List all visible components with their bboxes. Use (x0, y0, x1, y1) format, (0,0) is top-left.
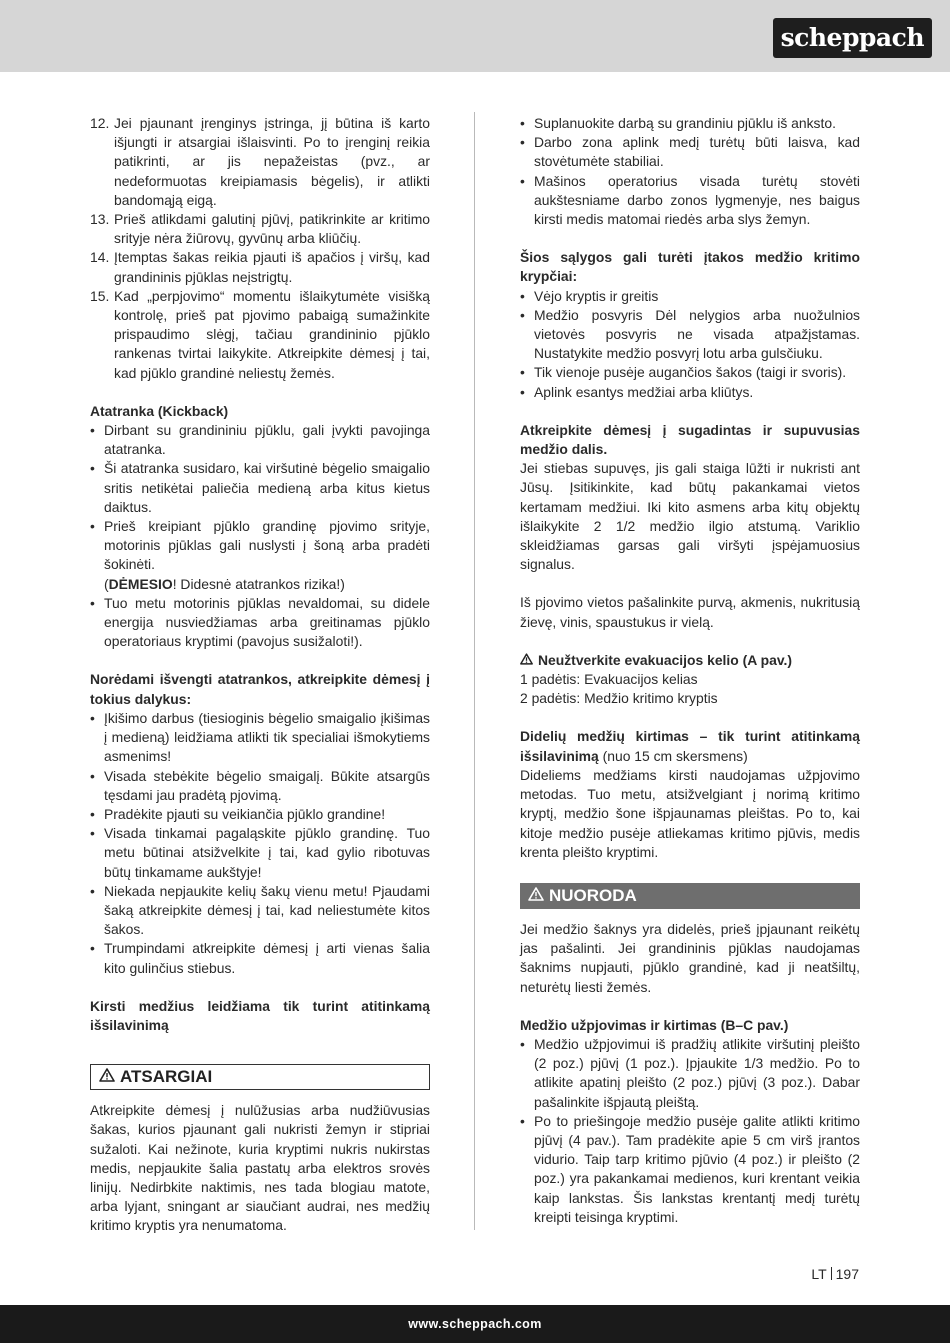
caution-box (90, 1064, 430, 1090)
note-title: NUORODA (549, 885, 637, 905)
section-heading: Norėdami išvengti atatrankos, atkreipkite dėmesį į tokius dalykus: (90, 671, 430, 707)
list-item: 14. Įtemptas šakas reikia pjauti iš apačios į viršų, kad grandininis pjūklas neįstrigtų. (90, 249, 430, 285)
list-item: 13. Prieš atlikdami galutinį pjūvį, patikrinkite ar kritimo srityje nėra žiūrovų, gyvūnų arba kliūčių. (90, 211, 430, 247)
section-heading: Neužtverkite evakuacijos kelio (A pav.) (520, 651, 860, 670)
bullet-list (520, 287, 860, 402)
list-item: • Medžio užpjovimui iš pradžių atlikite viršutinį pleišto (2 poz.) pjūvį (1 poz.). Įpjaukite 1/3 medžio. Po to atlikite apatinį pleišto (2 poz.) pjūvį (3 poz.). Dabar pašalinkite išpjautą pleištą. (520, 1035, 860, 1112)
list-item: • Įkišimo darbus (tiesioginis bėgelio smaigalio įkišimas į medieną) leidžiama atlikti tik specialiai išmokytiems asmenims! (90, 709, 430, 767)
column-divider (474, 112, 475, 1230)
list-item: • Tik vienoje pusėje augančios šakos (taigi ir svoris). (520, 363, 860, 382)
right-column (520, 114, 860, 1227)
page-number: LT 197 (811, 1266, 859, 1282)
brand-logo: scheppach (773, 18, 932, 58)
list-item: • Niekada nepjaukite kelių šakų vienu metu! Pjaudami šaką atkreipkite dėmesį į tai, kad neliestumėte kitos šakos. (90, 882, 430, 940)
section-heading: Atkreipkite dėmesį į sugadintas ir supuvusias medžio dalis. (520, 421, 860, 458)
list-item: • Visada tinkamai pagaląskite pjūklo grandinę. Tuo metu būtinai atsižvelkite į tai, kad gylio ribotuvas būtų tinkamame aukštyje! (90, 824, 430, 882)
paragraph: Dideliems medžiams kirsti naudojamas užpjovimo metodas. Tuo metu, atsižvelgiant į norimą kritimo kryptį, medžio šone išpjaunamas pleištas. Po to, kai kitoje medžio pusėje atliekamas kritimo pjūvis, medis krenta pleišto kryptimi. (520, 766, 860, 860)
list-item: • Tuo metu motorinis pjūklas nevaldomai, su didele energija nusviedžiamas arba greitinamas pjūklo operatoriaus kryptimi (pavojus susižaloti!). (90, 594, 430, 652)
section-heading: Kirsti medžius leidžiama tik turint atitinkamą išsilavinimą (90, 997, 430, 1033)
numbered-list (90, 114, 430, 383)
caution-text: Atkreipkite dėmesį į nulūžusias arba nudžiūvusias šakas, kurios pjaunant gali nukristi žemyn ir stipriai sužaloti. Kai nežinote, kuria kryptimi nukris nukirstas medis, nepjaukite šalia pastatų arba elektros srovės linijų. Nedirbkite naktimis, nes tada blogiau matote, arba lyjant, sningant ar siaučiant audrai, nes medžių kritimo kryptis yra nenumatoma. (90, 1102, 430, 1234)
note-text: Jei medžio šaknys yra didelės, prieš įpjaunant reikėtų jas pašalinti. Jei grandininis pjūklas naudojamas šaknims nupjauti, pjūklo grandinė, kad ji neatšiltų, neturėtų liesti žemės. (520, 920, 860, 995)
caution-title: ATSARGIAI (120, 1067, 213, 1087)
bullet-list (90, 421, 430, 651)
paragraph: Jei stiebas supuvęs, jis gali staiga lūžti ir nukristi ant Jūsų. Įsitikinkite, kad būtų pakankamai vietos kertamam medžiui. Iki kito asmens arba kitų objektų išlaikykite 2 1/2 medžio ilgio atstumą. Variklio skleidžiamas garsas gali viršyti įspėjamuosius signalus. (520, 460, 860, 573)
warning-triangle-icon (99, 1065, 115, 1089)
bullet-list (90, 709, 430, 978)
paragraph: Iš pjovimo vietos pašalinkite purvą, akmenis, nukritusią žievę, vinis, spaustukus ir vielą. (520, 594, 860, 630)
left-column (90, 114, 430, 1236)
list-item: • Suplanuokite darbą su grandiniu pjūklu iš anksto. (520, 114, 860, 133)
list-item: • Po to priešingoje medžio pusėje galite atlikti kritimo pjūvį (4 pav.). Tam pradėkite apie 5 cm virš įrantos vidurio. Taip tarp kritimo pjūvio (4 poz.) ir pleišto (2 poz.) yra pakankamai medienos, kuri krentant veikia kaip lankstas. Šis lankstas krentantį medį turėtų kreipti teisinga kryptimi. (520, 1112, 860, 1227)
list-item: • Mašinos operatorius visada turėtų stovėti aukštesniame darbo zonos lygmenyje, nes baigus kirsti medis matomai riedės arba slys žemyn. (520, 172, 860, 230)
paragraph: 2 padėtis: Medžio kritimo kryptis (520, 690, 718, 707)
list-item: • Ši atatranka susidaro, kai viršutinė bėgelio smaigalio sritis netikėtai paliečia medieną arba kitus kietus daiktus. (90, 459, 430, 517)
bullet-list (520, 1035, 860, 1227)
note-box (520, 883, 860, 909)
footer-band (0, 1305, 950, 1343)
section-heading: Medžio užpjovimas ir kirtimas (B–C pav.) (520, 1016, 789, 1033)
footer-url: www.scheppach.com (408, 1317, 542, 1331)
section-heading: Didelių medžių kirtimas – tik turint atitinkamą išsilavinimą (nuo 15 cm skersmens) (520, 728, 860, 764)
warning-triangle-icon (520, 651, 533, 670)
attention-word: DĖMESIO (108, 575, 173, 592)
section-heading: Atatranka (Kickback) (90, 402, 229, 419)
list-item: • Visada stebėkite bėgelio smaigalį. Būkite atsargūs tęsdami jau pradėtą pjovimą. (90, 767, 430, 805)
list-item: • Dirbant su grandininiu pjūklu, gali įvykti pavojinga atatranka. (90, 421, 430, 459)
list-item: • Aplink esantys medžiai arba kliūtys. (520, 383, 860, 402)
list-item: • Pradėkite pjauti su veikiančia pjūklo grandine! (90, 805, 430, 824)
list-item: • Prieš kreipiant pjūklo grandinę pjovimo srityje, motorinis pjūklas gali nuslysti į šoną arba pradėti šokinėti. (DĖMESIO! Didesnė atatrankos rizika!) (90, 517, 430, 594)
bullet-list (520, 114, 860, 229)
warning-triangle-icon (528, 883, 544, 909)
section-heading: Šios sąlygos gali turėti įtakos medžio kritimo krypčiai: (520, 249, 860, 285)
list-item: • Vėjo kryptis ir greitis (520, 287, 860, 306)
list-item: 15. Kad „perpjovimo“ momentu išlaikytumėte visišką kontrolę, prieš pat pjovimo pabaigą sumažinkite prispaudimo slėgį, tačiau grandininio pjūklo rankenas tvirtai laikykite. Atkreipkite dėmesį į tai, kad pjūklo grandinė neliestų žemės. (90, 287, 430, 381)
paragraph: 1 padėtis: Evakuacijos kelias (520, 671, 698, 688)
list-item: 12. Jei pjaunant įrenginys įstringa, jį būtina iš karto išjungti ir atsargiai išlaisvinti. Po to įrenginį reikia patikrinti, ar jis nepažeistas (pvz., ar nedeformuotas kreipiamasis bėgelis), ir atlikti bandomąją eigą. (90, 115, 430, 208)
list-item: • Trumpindami atkreipkite dėmesį į arti vienas šalia kito gulinčius stiebus. (90, 939, 430, 977)
list-item: • Darbo zona aplink medį turėtų būti laisva, kad stovėtumėte stabiliai. (520, 133, 860, 171)
list-item: • Medžio posvyris Dėl nelygios arba nuožulnios vietovės posvyris ne visada atpažįstamas. Nustatykite medžio posvyrį lotu arba gulsčiuku. (520, 306, 860, 364)
